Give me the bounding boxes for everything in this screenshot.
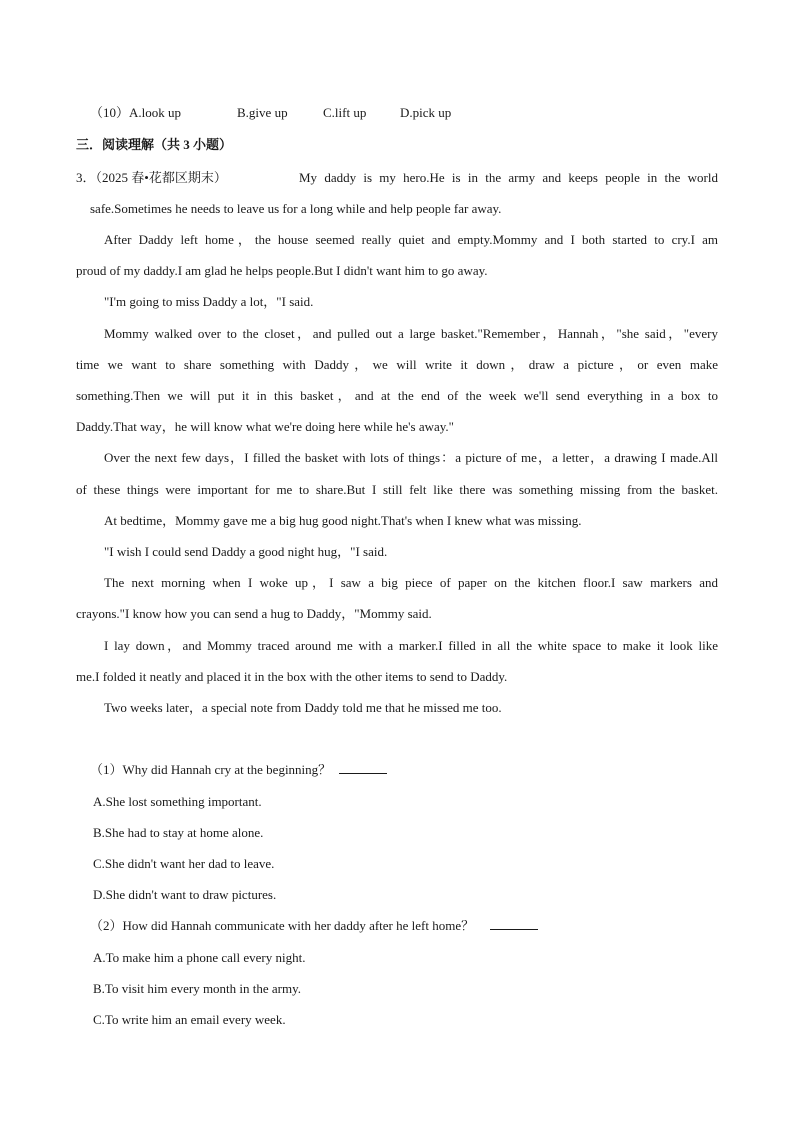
q10-option-a: A.look up — [129, 105, 182, 120]
section-heading: 三．阅读理解（共 3 小题） — [76, 137, 233, 152]
q10-options — [90, 103, 732, 123]
answer-blank[interactable] — [490, 917, 538, 930]
passage-header — [76, 168, 718, 188]
question-1-option-a: A.She lost something important. — [93, 794, 262, 809]
passage-line: "I wish I could send Daddy a good night hug，"I said. — [104, 544, 388, 559]
question-1-text: （1）Why did Hannah cry at the beginning？ — [90, 762, 332, 777]
passage-line: After Daddy left home，the house seemed really quiet and empty.Mommy and I both started to cry.I am — [104, 232, 718, 247]
question-2-option-a: A.To make him a phone call every night. — [93, 950, 306, 965]
passage-line: proud of my daddy.I am glad he helps people.But I didn't want him to go away. — [76, 263, 488, 278]
passage-line-0: My daddy is my hero.He is in the army and keeps people in the world — [299, 170, 718, 185]
question-1-option-d: D.She didn't want to draw pictures. — [93, 887, 277, 902]
passage-line: "I'm going to miss Daddy a lot，"I said. — [104, 294, 314, 309]
passage-line: Mommy walked over to the closet，and pulled out a large basket."Remember，Hannah，"she said，"every — [104, 326, 718, 341]
q10-number: （10） — [90, 105, 130, 120]
passage-line: The next morning when I woke up，I saw a big piece of paper on the kitchen floor.I saw markers and — [104, 575, 718, 590]
question-2-option-c: C.To write him an email every week. — [93, 1012, 286, 1027]
q10-option-d: D.pick up — [400, 105, 452, 120]
passage-line: of these things were important for me to share.But I still felt like there was something missing from the basket. — [76, 482, 718, 497]
passage-line: I lay down，and Mommy traced around me with a marker.I filled in all the white space to make it look like — [104, 638, 718, 653]
passage-line: something.Then we will put it in this basket，and at the end of the week we'll send everything in a box to — [76, 388, 718, 403]
passage-line: At bedtime，Mommy gave me a big hug good night.That's when I knew what was missing. — [104, 513, 582, 528]
q10-option-b: B.give up — [237, 105, 288, 120]
passage-line: time we want to share something with Daddy，we will write it down，draw a picture，or even make — [76, 357, 718, 372]
passage-source: （2025 春•花都区期末） — [95, 170, 227, 185]
question-2-option-b: B.To visit him every month in the army. — [93, 981, 302, 996]
q10-option-c: C.lift up — [323, 105, 367, 120]
passage-line: crayons."I know how you can send a hug to Daddy，"Mommy said. — [76, 606, 432, 621]
passage-line: Daddy.That way，he will know what we're doing here while he's away." — [76, 419, 454, 434]
passage-number: 3． — [76, 170, 96, 185]
passage-line: safe.Sometimes he needs to leave us for a long while and help people far away. — [90, 201, 502, 216]
passage-line: Over the next few days，I filled the basket with lots of things：a picture of me，a letter，a drawing I made.All — [104, 450, 718, 465]
question-2-stem — [90, 916, 718, 936]
question-2-text: （2）How did Hannah communicate with her daddy after he left home？ — [90, 918, 475, 933]
passage-line: Two weeks later，a special note from Daddy told me that he missed me too. — [104, 700, 502, 715]
question-1-option-b: B.She had to stay at home alone. — [93, 825, 264, 840]
question-1-option-c: C.She didn't want her dad to leave. — [93, 856, 275, 871]
question-1-stem — [90, 760, 718, 780]
passage-line: me.I folded it neatly and placed it in the box with the other items to send to Daddy. — [76, 669, 508, 684]
answer-blank[interactable] — [339, 761, 387, 774]
